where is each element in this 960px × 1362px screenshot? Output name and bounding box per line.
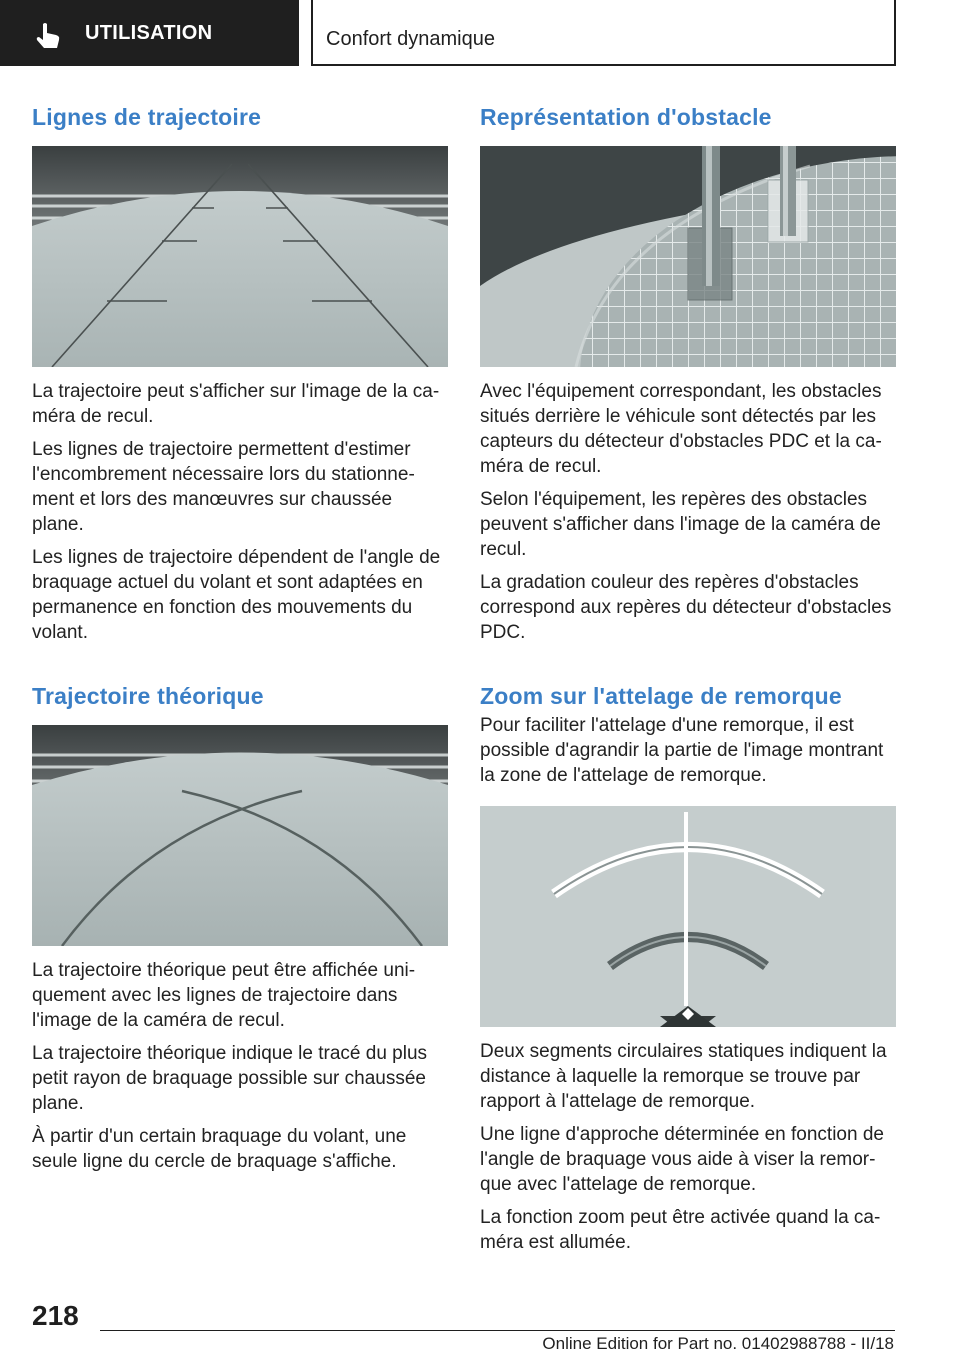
right-column (480, 100, 896, 1263)
theoretical-trajectory-image (32, 725, 448, 946)
section-tab-label: UTILISATION (85, 22, 213, 44)
footer-edition: Online Edition for Part no. 01402988788 - II/18 (542, 1334, 894, 1353)
page-number: 218 (32, 1300, 79, 1331)
chapter-header (311, 0, 896, 66)
section-tab (0, 0, 299, 66)
paragraph: Les lignes de trajectoire dépendent de l'angle de braquage actuel du volant et sont adaptées en permanence en fonction des mouvements du volant. (32, 547, 441, 643)
paragraph: Avec l'équipement correspondant, les obstacles situés derrière le véhicule sont détectés par les capteurs du détecteur d'obstacles PDC et la ca‐ méra de recul. (480, 381, 882, 477)
trajectory-lines-image (32, 146, 448, 367)
paragraph: À partir d'un certain braquage du volant, une seule ligne du cercle de braquage s'affiche. (32, 1126, 407, 1172)
chapter-title: Confort dynamique (326, 28, 495, 50)
paragraph: Les lignes de trajectoire permettent d'estimer l'encombrement nécessaire lors du stationne‐ ment et lors des manœuvres sur chaussée plane. (32, 439, 415, 535)
paragraph: La trajectoire théorique peut être affichée uni‐ quement avec les lignes de trajectoire dans l'image de la caméra de recul. (32, 960, 416, 1031)
paragraph: La trajectoire peut s'afficher sur l'image de la ca‐ méra de recul. (32, 381, 440, 427)
heading-obstacle-representation: Représentation d'obstacle (480, 104, 772, 130)
heading-theoretical-trajectory: Trajectoire théorique (32, 683, 264, 709)
paragraph: Deux segments circulaires statiques indiquent la distance à laquelle la remorque se trouve par rapport à l'attelage de remorque. (480, 1041, 887, 1112)
paragraph: La trajectoire théorique indique le tracé du plus petit rayon de braquage possible sur chaussée plane. (32, 1043, 428, 1114)
intro-paragraph: Pour faciliter l'attelage d'une remorque, il est possible d'agrandir la partie de l'image montrant la zone de l'attelage de remorque. (480, 715, 884, 786)
paragraph: Selon l'équipement, les repères des obstacles peuvent s'afficher dans l'image de la caméra de recul. (480, 489, 881, 560)
paragraph: Une ligne d'approche déterminée en fonction de l'angle de braquage vous aide à viser la remor‐ que avec l'attelage de remorque. (480, 1124, 884, 1195)
heading-trajectory-lines: Lignes de trajectoire (32, 104, 262, 130)
left-column (32, 100, 448, 1182)
paragraph: La fonction zoom peut être activée quand la ca‐ méra est allumée. (480, 1207, 881, 1253)
trailer-hitch-zoom-image (480, 806, 896, 1027)
footer-divider (100, 1330, 895, 1331)
obstacle-representation-image (480, 146, 896, 367)
paragraph: La gradation couleur des repères d'obstacles correspond aux repères du détecteur d'obstacles PDC. (480, 572, 892, 643)
hand-pointer-icon (34, 22, 64, 50)
heading-trailer-hitch-zoom: Zoom sur l'attelage de remorque (480, 683, 842, 709)
